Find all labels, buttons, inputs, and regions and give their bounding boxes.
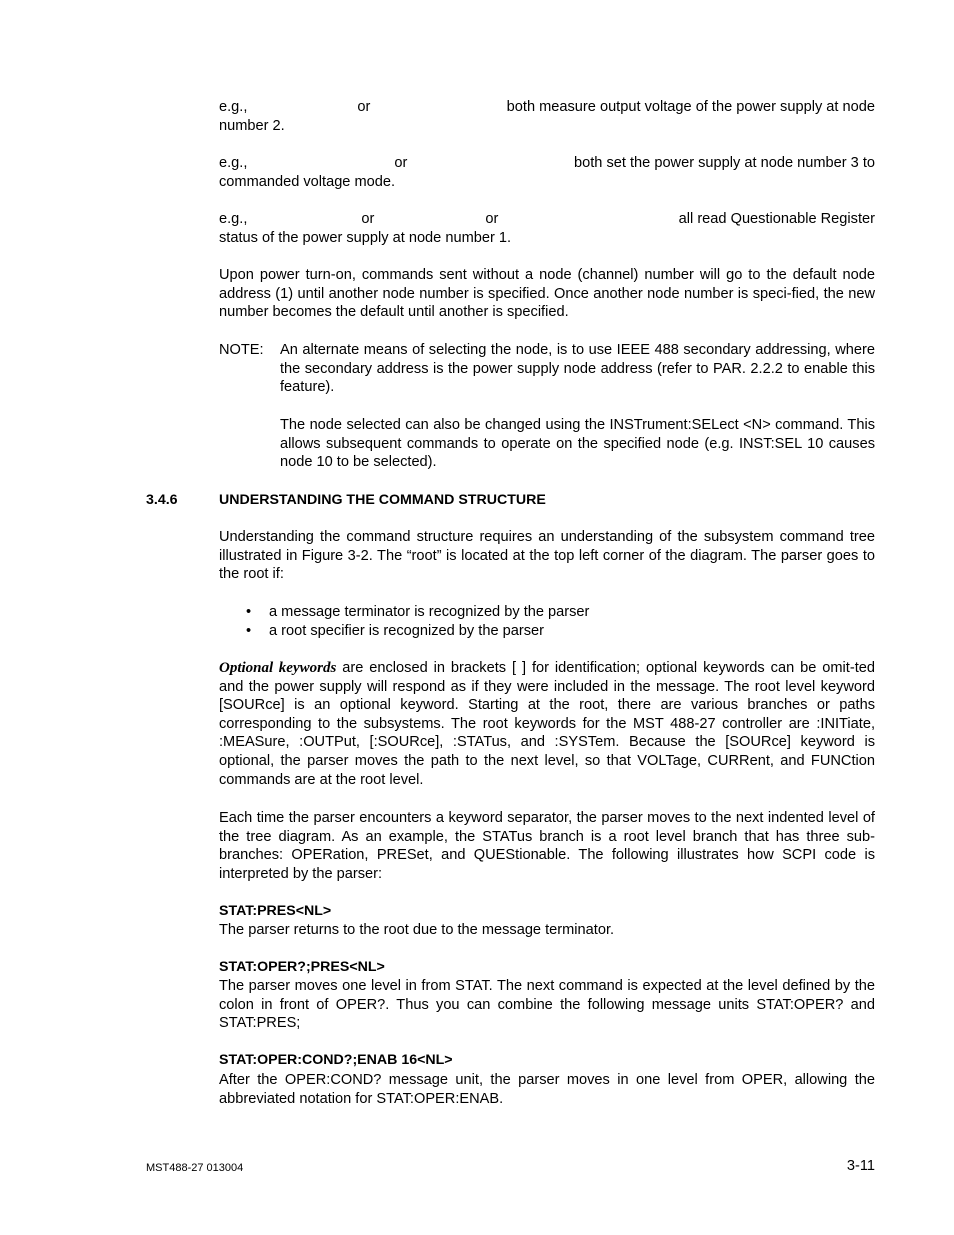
optional-keywords-body: are enclosed in brackets [ ] for identification; optional keywords can be omit-ted and the power supply will respond as if they were included in the message. The root level keyword [SOURce] is an optional keyword. Starting at the root, there are various branches or paths corresponding to the subsystems. The root keywords for the MST 488-27 controller are :INITiate, :MEASure, :OUTPut, [:SOURce], :STATus, and :SYSTem. Because the [SOURce] keyword is optional, the parser moves the path to the next level, so that VOLTage, CURRent, and FUNCtion commands are at the root level.: [219, 660, 875, 788]
code-example-1: STAT:PRES<NL>: [219, 903, 332, 919]
example-set-voltage-mode: [219, 154, 875, 191]
example-line2: number 2.: [219, 117, 285, 134]
power-on-paragraph: Upon power turn-on, commands sent without a node (channel) number will go to the default node address (1) until another node number is specified. Once another node number is speci-fied, the new number becomes the default until another is specified.: [219, 267, 875, 321]
optional-keywords-paragraph: [219, 659, 875, 789]
or-text: or: [357, 99, 371, 115]
bullet-item: a message terminator is recognized by the parser: [269, 604, 590, 620]
note-paragraph-2: The node selected can also be changed using the INSTrument:SELect <N> command. This allows subsequent commands to operate on the specified node (e.g. INST:SEL 10 causes node 10 to be selected).: [280, 417, 875, 471]
section-title: UNDERSTANDING THE COMMAND STRUCTURE: [219, 492, 546, 508]
code-example-1-text: The parser returns to the root due to the message terminator.: [219, 922, 615, 938]
bullet-item: a root specifier is recognized by the parser: [269, 623, 544, 639]
bullet-marker: •: [246, 623, 252, 639]
eg-prefix: e.g.,: [219, 211, 248, 227]
or-text: or: [485, 211, 499, 227]
eg-prefix: e.g.,: [219, 155, 248, 171]
bullet-marker: •: [246, 604, 252, 620]
keyword-separator-paragraph: Each time the parser encounters a keyword separator, the parser moves to the next indented level of the tree diagram. As an example, the STATus branch is a root level branch that has three sub-branches: OPERation, PRESet, and QUEStionable. The following illustrates how SCPI code is interpreted by the parser:: [219, 810, 875, 882]
example-tail: both measure output voltage of the power supply at node: [506, 99, 875, 115]
example-questionable-register: [219, 210, 875, 247]
code-example-2: STAT:OPER?;PRES<NL>: [219, 959, 385, 975]
example-tail: all read Questionable Register: [678, 211, 875, 227]
eg-prefix: e.g.,: [219, 99, 248, 115]
example-line2: commanded voltage mode.: [219, 173, 396, 190]
optional-keywords-term: Optional keywords: [219, 660, 337, 676]
or-text: or: [394, 155, 408, 171]
note-label: NOTE:: [219, 342, 264, 358]
code-example-3: STAT:OPER:COND?;ENAB 16<NL>: [219, 1052, 453, 1068]
footer-document-id: MST488-27 013004: [146, 1162, 244, 1174]
example-line2: status of the power supply at node number 1.: [219, 229, 512, 246]
example-tail: both set the power supply at node number 3 to: [574, 155, 875, 171]
example-measure-voltage: [219, 98, 875, 135]
code-example-2-text: The parser moves one level in from STAT. The next command is expected at the level defined by the colon in front of OPER?. Thus you can combine the following message units STAT:OPER? and STAT:PRES;: [219, 978, 875, 1032]
or-text: or: [361, 211, 375, 227]
note-paragraph-1: An alternate means of selecting the node, is to use IEEE 488 secondary addressing, where the secondary address is the power supply node address (refer to PAR. 2.2.2 to enable this feature).: [280, 342, 875, 396]
intro-paragraph: Understanding the command structure requires an understanding of the subsystem command tree illustrated in Figure 3-2. The “root” is located at the top left corner of the diagram. The parser goes to the root if:: [219, 529, 875, 583]
code-example-3-text: After the OPER:COND? message unit, the parser moves in one level from OPER, allowing the abbreviated notation for STAT:OPER:ENAB.: [219, 1072, 875, 1107]
section-number: 3.4.6: [146, 492, 178, 508]
footer-page-number: 3-11: [846, 1158, 875, 1174]
